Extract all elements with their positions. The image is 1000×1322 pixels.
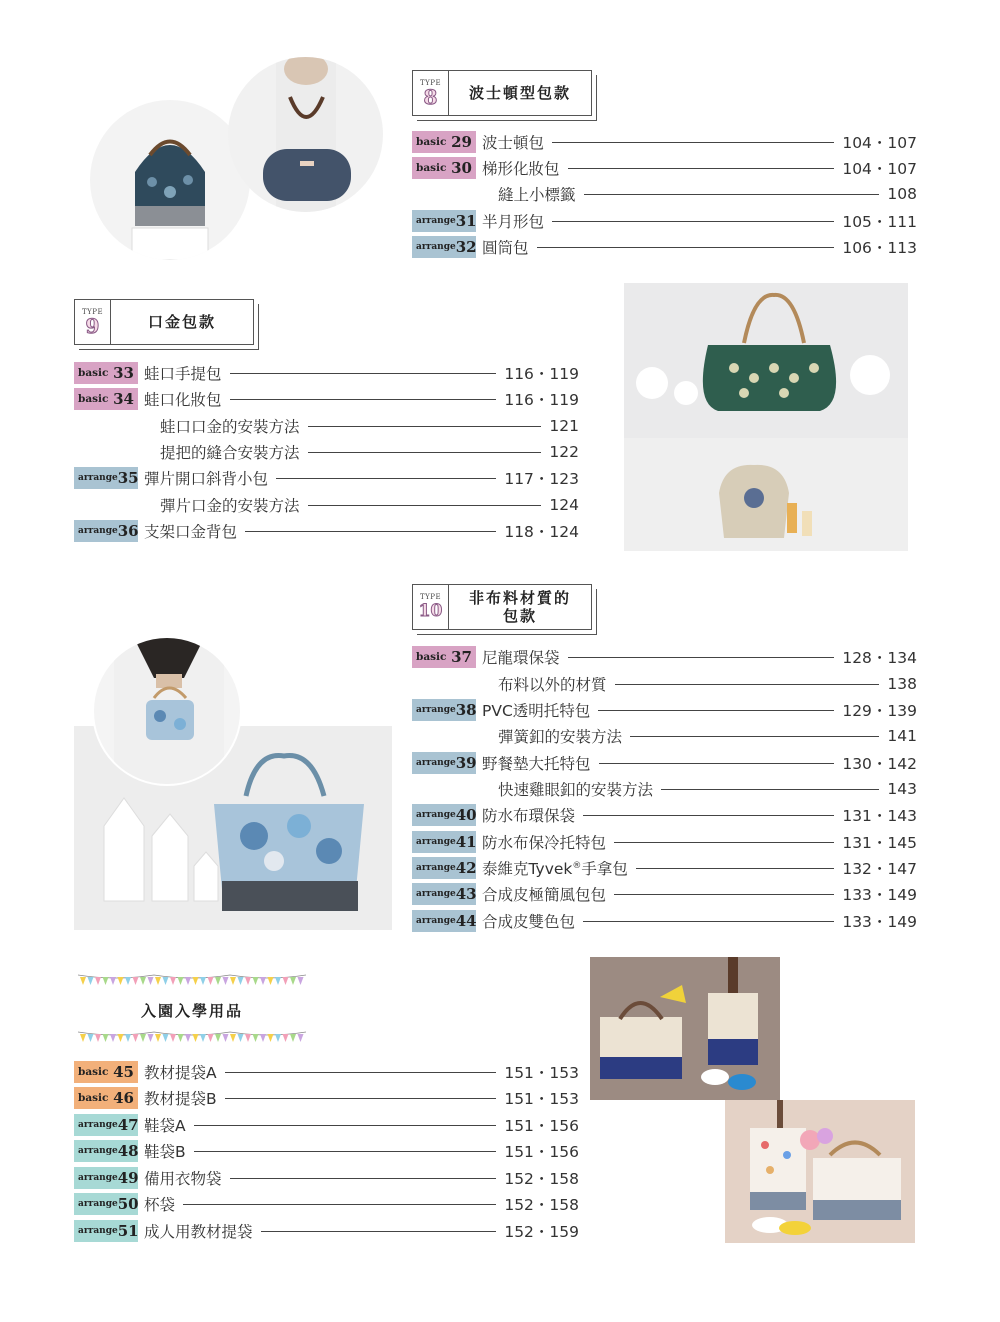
bunting-flag [215,1034,221,1042]
entry-pages: 122 [549,443,579,461]
bunting-flag [253,1034,259,1042]
entry-title: 圓筒包 [482,239,529,257]
entry-title: 蛙口口金的安裝方法 [160,418,300,436]
entry-pages: 138 [887,675,917,693]
leader-line [583,815,834,816]
type-label: TYPE [419,79,442,87]
bunting-flag [178,1034,184,1042]
section-title-line1: 非布料材質的 [468,589,571,607]
leader-line [568,657,835,658]
leader-line [308,452,542,453]
entry-title: 成人用教材提袋 [144,1223,253,1241]
bunting-flag [245,977,251,985]
entry-46[interactable] [74,1087,579,1109]
bunting-flag [155,977,161,985]
bunting-flag [170,1034,176,1042]
basic-tag: basic 37 [412,646,476,668]
bunting-flag [125,1034,131,1042]
arrange-tag: arrange 50 [74,1193,138,1215]
type-8-header [412,70,592,116]
bunting-flag [298,977,304,985]
arrange-tag: arrange 35 [74,467,138,489]
entry-title: 鞋袋A [144,1117,186,1135]
entry-34[interactable] [74,388,579,410]
leader-line [194,1125,497,1126]
entry-pages: 129・139 [842,702,917,720]
bunting-flag [110,977,116,985]
model-holding-bag-photo [92,636,242,786]
entry-pages: 131・145 [842,834,917,852]
section-title: 口金包款 [147,313,216,331]
entry-pages: 133・149 [842,886,917,904]
leader-line [245,531,496,532]
leader-line [230,399,497,400]
entry-pages: 141 [887,727,917,745]
entry-pages: 143 [887,780,917,798]
entry-title: 蛙口手提包 [144,365,222,383]
leader-line [276,478,496,479]
bunting-flag [170,977,176,985]
leader-line [225,1072,497,1073]
bunting-flag [290,977,296,985]
entry-41[interactable] [412,831,917,853]
bunting-flag [118,1034,124,1042]
entry-30[interactable] [412,157,917,179]
entry-44[interactable] [412,910,917,932]
bunting-flag [193,1034,199,1042]
entry-pages: 124 [549,496,579,514]
entry-title: 梯形化妝包 [482,160,560,178]
arrange-tag: arrange 31 [412,210,476,232]
leader-line [598,710,834,711]
entry-title: 鞋袋B [144,1143,186,1161]
entry-sub-label[interactable] [154,441,579,463]
bunting-flag [245,1034,251,1042]
basic-tag: basic 46 [74,1087,138,1109]
school-bags-photo-bottom [725,1100,915,1243]
type-number: 8 [423,85,438,109]
entry-title: 彈片口金的安裝方法 [160,497,300,515]
entry-48[interactable] [74,1140,579,1162]
entry-pages: 130・142 [842,755,917,773]
entry-pages: 104・107 [842,134,917,152]
bunting-flag [283,1034,289,1042]
bunting-flag [268,977,274,985]
entry-49[interactable] [74,1167,579,1189]
entry-sub-label[interactable] [154,415,579,437]
entry-pages: 152・158 [504,1196,579,1214]
leader-line [261,1231,497,1232]
leader-line [614,842,834,843]
entry-title: 防水布環保袋 [482,807,576,825]
bunting-flag [223,1034,229,1042]
bunting-flag [260,977,266,985]
bunting-flag [125,977,131,985]
section-title [449,589,591,625]
section-title: 波士頓型包款 [468,84,571,102]
bunting-flag [275,977,281,985]
bunting-flag [223,977,229,985]
entry-title: 支架口金背包 [144,523,238,541]
entry-47[interactable] [74,1114,579,1136]
entry-pages: 133・149 [842,913,917,931]
entry-pages: 151・153 [504,1090,579,1108]
type-9-header [74,299,254,345]
leader-line [230,1178,497,1179]
entry-sub-label[interactable] [154,494,579,516]
bunting-flag [155,1034,161,1042]
arrange-tag: arrange 49 [74,1167,138,1189]
bunting-top-icon [78,973,306,989]
basic-tag: basic 30 [412,157,476,179]
entry-sub-label[interactable] [492,673,917,695]
entry-title: 蛙口化妝包 [144,391,222,409]
bunting-flag [95,977,101,985]
bunting-bottom-icon [78,1030,306,1046]
type-label: TYPE [419,593,442,601]
arrange-tag: arrange 40 [412,804,476,826]
entry-title: 縫上小標籤 [498,186,576,204]
leader-line [194,1151,497,1152]
entry-38[interactable] [412,699,917,721]
arrange-tag: arrange 41 [412,831,476,853]
bunting-flag [253,977,259,985]
entry-title: 尼龍環保袋 [482,649,560,667]
arrange-tag: arrange 38 [412,699,476,721]
leader-line [568,168,835,169]
bunting-flag [88,1034,94,1042]
entry-33[interactable] [74,362,579,384]
leader-line [308,505,542,506]
entry-40[interactable] [412,804,917,826]
bunting-flag [290,1034,296,1042]
leader-line [630,736,879,737]
bunting-flag [103,1034,109,1042]
bunting-flag [80,1034,86,1042]
bunting-flag [185,1034,191,1042]
entry-sub-label[interactable] [492,778,917,800]
entry-title: 合成皮極簡風包包 [482,886,607,904]
entry-pages: 128・134 [842,649,917,667]
arrange-tag: arrange 36 [74,520,138,542]
bunting-flag [275,1034,281,1042]
leader-line [230,373,497,374]
entry-pages: 151・153 [504,1064,579,1082]
entry-sub-label[interactable] [492,725,917,747]
entry-title: 彈簧釦的安裝方法 [498,728,623,746]
arrange-tag: arrange 51 [74,1220,138,1242]
leader-line [183,1204,496,1205]
entry-sub-label[interactable] [492,183,917,205]
entry-pages: 106・113 [842,239,917,257]
bunting-flag [283,977,289,985]
entry-title: 備用衣物袋 [144,1170,222,1188]
leader-line [661,789,879,790]
entry-pages: 104・107 [842,160,917,178]
basic-tag: basic 29 [412,131,476,153]
school-section-title: 入園入學用品 [140,1002,243,1020]
leader-line [308,426,542,427]
bunting-flag [140,977,146,985]
leader-line [636,868,834,869]
type-10-badge [413,585,449,629]
entry-45[interactable] [74,1061,579,1083]
school-bags-photo-top [590,957,780,1100]
bunting-flag [110,1034,116,1042]
entry-pages: 118・124 [504,523,579,541]
entry-pages: 121 [549,417,579,435]
entry-pages: 151・156 [504,1117,579,1135]
type-10-header [412,584,592,630]
entry-pages: 152・159 [504,1223,579,1241]
clasp-bags-photo [624,283,908,551]
arrange-tag: arrange 39 [412,752,476,774]
bunting-flag [200,1034,206,1042]
bunting-flag [140,1034,146,1042]
entry-title: 泰維克Tyvek®手拿包 [482,860,628,878]
leader-line [552,142,834,143]
entry-pages: 105・111 [842,213,917,231]
type-number: 10 [418,601,443,621]
entry-pages: 132・147 [842,860,917,878]
leader-line [615,684,880,685]
entry-pages: 131・143 [842,807,917,825]
bunting-flag [230,977,236,985]
entry-pages: 116・119 [504,365,579,383]
entry-pages: 108 [887,185,917,203]
entry-43[interactable] [412,883,917,905]
bunting-flag [118,977,124,985]
bunting-flag [80,977,86,985]
entry-pages: 151・156 [504,1143,579,1161]
entry-32[interactable] [412,236,917,258]
entry-pages: 152・158 [504,1170,579,1188]
type-label: TYPE [81,308,104,316]
bunting-flag [133,1034,139,1042]
entry-36[interactable] [74,520,579,542]
leader-line [614,894,834,895]
entry-42[interactable] [412,857,917,879]
bunting-flag [215,977,221,985]
bunting-flag [208,1034,214,1042]
leader-line [584,194,880,195]
entry-title: 彈片開口斜背小包 [144,470,269,488]
entry-title: PVC透明托特包 [482,702,591,720]
entry-50[interactable] [74,1193,579,1215]
arrange-tag: arrange 43 [412,883,476,905]
entry-title: 防水布保冷托特包 [482,834,607,852]
entry-title: 布料以外的材質 [498,676,607,694]
bunting-flag [163,1034,169,1042]
bunting-flag [88,977,94,985]
bunting-flag [133,977,139,985]
entry-39[interactable] [412,752,917,774]
bunting-flag [260,1034,266,1042]
entry-title: 杯袋 [144,1196,176,1214]
entry-51[interactable] [74,1220,579,1242]
entry-title: 合成皮雙色包 [482,913,576,931]
bunting-flag [163,977,169,985]
entry-29[interactable] [412,131,917,153]
type-9-badge [75,300,111,344]
type-number: 9 [85,314,100,338]
cylinder-bag-photo [228,57,383,212]
arrange-tag: arrange 47 [74,1114,138,1136]
entry-title: 教材提袋B [144,1090,217,1108]
entry-title: 提把的縫合安裝方法 [160,444,300,462]
type-8-badge [413,71,449,115]
leader-line [552,221,834,222]
entry-title: 快速雞眼釦的安裝方法 [498,781,654,799]
boston-bag-photo [90,100,250,260]
bunting-flag [298,1034,304,1042]
entry-title: 半月形包 [482,213,545,231]
leader-line [225,1098,497,1099]
entry-title: 教材提袋A [144,1064,217,1082]
entry-37[interactable] [412,646,917,668]
basic-tag: basic 45 [74,1061,138,1083]
leader-line [599,763,835,764]
bunting-flag [103,977,109,985]
entry-title: 波士頓包 [482,134,545,152]
arrange-tag: arrange 44 [412,910,476,932]
bunting-flag [208,977,214,985]
bunting-flag [238,977,244,985]
bunting-flag [200,977,206,985]
bunting-flag [185,977,191,985]
arrange-tag: arrange 48 [74,1140,138,1162]
bunting-flag [268,1034,274,1042]
bunting-flag [193,977,199,985]
entry-35[interactable] [74,467,579,489]
section-title-line2: 包款 [502,607,537,625]
bunting-flag [95,1034,101,1042]
bunting-flag [148,977,154,985]
arrange-tag: arrange 32 [412,236,476,258]
bunting-flag [178,977,184,985]
entry-pages: 117・123 [504,470,579,488]
basic-tag: basic 33 [74,362,138,384]
bunting-flag [238,1034,244,1042]
bunting-flag [148,1034,154,1042]
entry-title: 野餐墊大托特包 [482,755,591,773]
basic-tag: basic 34 [74,388,138,410]
bunting-flag [230,1034,236,1042]
arrange-tag: arrange 42 [412,857,476,879]
leader-line [537,247,835,248]
entry-31[interactable] [412,210,917,232]
leader-line [583,921,834,922]
registered-mark: ® [572,860,582,871]
entry-pages: 116・119 [504,391,579,409]
